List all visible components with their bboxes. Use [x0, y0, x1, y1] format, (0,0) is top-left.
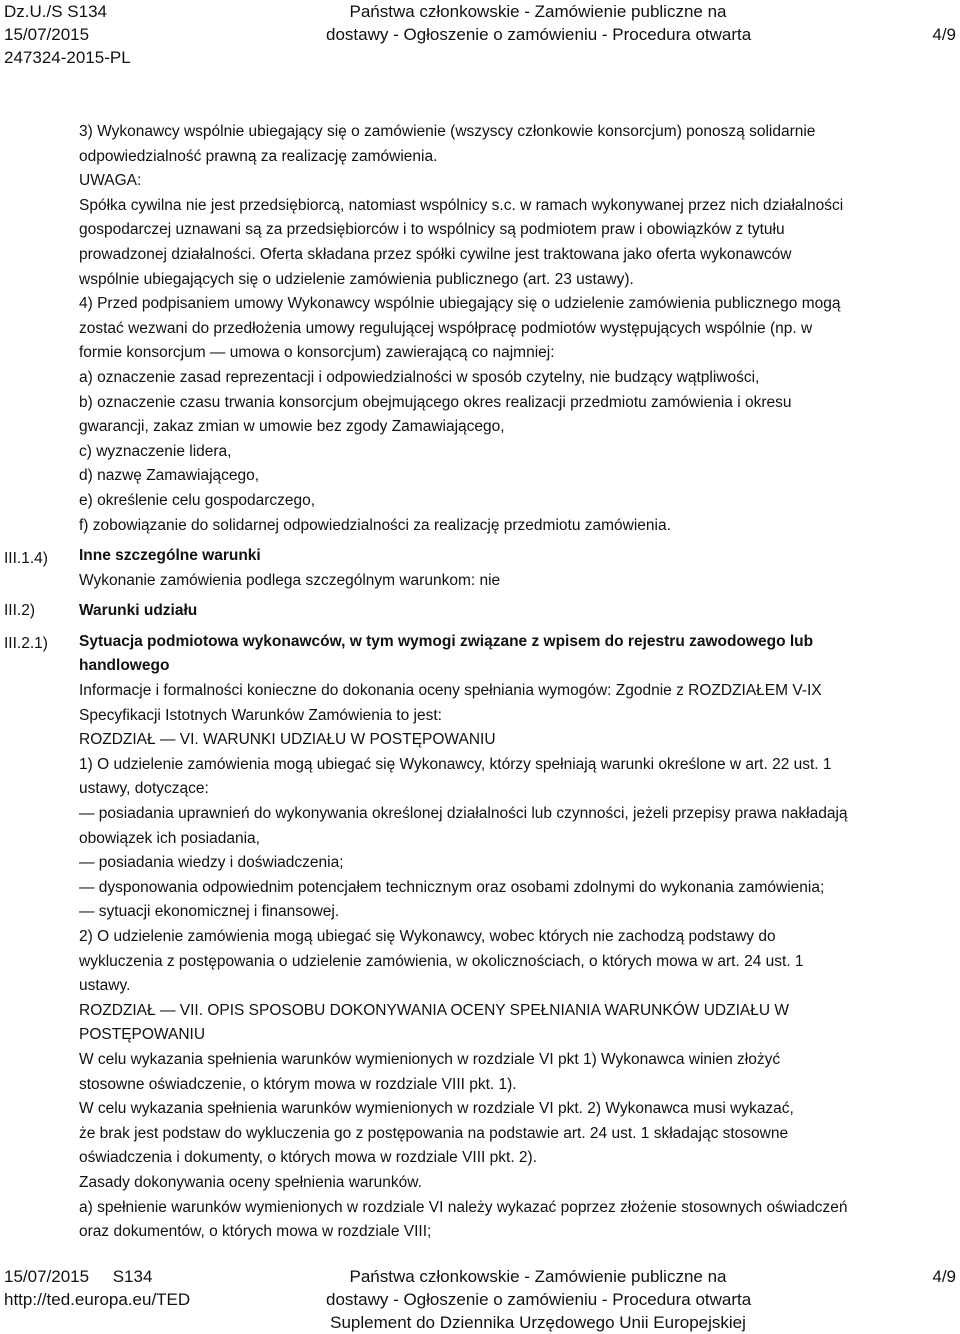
section-title-line: handlowego	[79, 657, 170, 675]
text-line: że brak jest podstaw do wykluczenia go z postępowania na podstawie art. 24 ust. 1 składając stosowne	[79, 1124, 789, 1142]
text-line: wspólnie ubiegających się o udzielenie zamówienia publicznego (art. 23 ustawy).	[79, 270, 634, 288]
text-line: ustawy, dotyczące:	[79, 780, 209, 798]
section-III-1-4	[79, 544, 959, 593]
section-text: Wykonanie zamówienia podlega szczególnym warunkom: nie	[79, 571, 501, 589]
consortium-conditions-block	[79, 120, 959, 538]
text-line: wykluczenia z postępowania o udzielenie zamówienia, w okolicznościach, o których mowa w art. 24 ust. 1	[79, 952, 804, 970]
text-line: 2) O udzielenie zamówienia mogą ubiegać się Wykonawcy, wobec których nie zachodzą podstawy do	[79, 928, 776, 945]
text-line: oświadczenia i dokumenty, o których mowa w rozdziale VIII pkt. 2).	[79, 1149, 538, 1167]
text-line: 1) O udzielenie zamówienia mogą ubiegać się Wykonawcy, którzy spełniają warunki określone w art. 22 ust. 1	[79, 755, 832, 773]
text-line: Zasady dokonywania oceny spełnienia warunków.	[79, 1173, 422, 1191]
text-line: a) spełnienie warunków wymienionych w rozdziale VI należy wykazać poprzez złożenie stosownych oświadczeń	[79, 1198, 848, 1216]
text-line: 4) Przed podpisaniem umowy Wykonawcy wspólnie ubiegający się o udzielenie zamówienia publicznego mogą	[79, 295, 841, 313]
text-line: a) oznaczenie zasad reprezentacji i odpowiedzialności w sposób czytelny, nie budzący wątpliwości,	[79, 368, 760, 386]
section-number-III-2: III.2)	[4, 602, 36, 619]
text-line: b) oznaczenie czasu trwania konsorcjum obejmującego okres realizacji przedmiotu zamówienia i okresu	[79, 393, 792, 411]
footer-title-line-1: Państwa członkowskie - Zamówienie publiczne na	[349, 1267, 727, 1286]
footer-title-line-2: dostawy - Ogłoszenie o zamówieniu - Procedura otwarta	[326, 1290, 752, 1309]
text-line: c) wyznaczenie lidera,	[79, 442, 232, 460]
footer-page-number: 4/9	[932, 1267, 956, 1286]
text-line: stosowne oświadczenie, o którym mowa w rozdziale VIII pkt. 1).	[79, 1075, 517, 1093]
section-title: Warunki udziału	[79, 602, 198, 620]
text-line: 3) Wykonawcy wspólnie ubiegający się o zamówienie (wszyscy członkowie konsorcjum) ponoszą solidarnie	[79, 123, 816, 140]
header-left	[4, 0, 131, 69]
journal-ref: Dz.U./S S134	[4, 2, 107, 21]
text-line: ROZDZIAŁ — VI. WARUNKI UDZIAŁU W POSTĘPOWANIU	[79, 731, 496, 749]
footer-left	[4, 1265, 190, 1311]
section-III-2	[79, 599, 959, 624]
text-line: d) nazwę Zamawiającego,	[79, 467, 260, 485]
header-page-number: 4/9	[932, 25, 956, 44]
text-line: obowiązek ich posiadania,	[79, 829, 260, 847]
footer-center	[326, 1265, 750, 1334]
section-number-III-2-1: III.2.1)	[4, 635, 48, 652]
header-title-line-1: Państwa członkowskie - Zamówienie publiczne na	[349, 2, 727, 21]
text-line: Specyfikacji Istotnych Warunków Zamówienia to jest:	[79, 706, 442, 724]
text-line: UWAGA:	[79, 172, 142, 190]
text-line: W celu wykazania spełnienia warunków wymienionych w rozdziale VI pkt 1) Wykonawca winien złożyć	[79, 1050, 781, 1068]
text-line: W celu wykazania spełnienia warunków wymienionych w rozdziale VI pkt. 2) Wykonawca musi wykazać,	[79, 1100, 794, 1118]
text-line: formie konsorcjum — umowa o konsorcjum) zawierającą co najmniej:	[79, 344, 555, 362]
text-line: gwarancji, zakaz zmian w umowie bez zgody Zamawiającego,	[79, 418, 505, 436]
text-line: Spółka cywilna nie jest przedsiębiorcą, natomiast wspólnicy s.c. w ramach wykonywanej przez nich działalności	[79, 196, 844, 214]
text-line: Informacje i formalności konieczne do dokonania oceny spełniania wymogów: Zgodnie z ROZDZIAŁEM V-IX	[79, 682, 822, 700]
text-line: gospodarczej uznawani są za przedsiębiorców i to wspólnicy są podmiotem praw i obowiązków z tytułu	[79, 221, 785, 239]
section-number-III-1-4: III.1.4)	[4, 550, 48, 567]
header-date: 15/07/2015	[4, 25, 90, 44]
header-center	[326, 0, 750, 46]
text-line: POSTĘPOWANIU	[79, 1026, 206, 1044]
footer-supplement: Suplement do Dziennika Urzędowego Unii Europejskiej	[330, 1313, 746, 1332]
text-line: f) zobowiązanie do solidarnej odpowiedzialności za realizację przedmiotu zamówienia.	[79, 516, 671, 534]
text-line: odpowiedzialność prawną za realizację zamówienia.	[79, 147, 438, 165]
section-III-2-1	[79, 630, 959, 1245]
text-line: zostać wezwani do przedłożenia umowy regulującej współpracę podmiotów występujących wspólnie (np. w	[79, 319, 813, 337]
document-body	[79, 120, 959, 1245]
footer-url: http://ted.europa.eu/TED	[4, 1290, 191, 1309]
text-line: prowadzonej działalności. Oferta składana przez spółki cywilne jest traktowana jako oferta wykonawców	[79, 245, 792, 263]
text-line: e) określenie celu gospodarczego,	[79, 491, 316, 509]
text-line: ROZDZIAŁ — VII. OPIS SPOSOBU DOKONYWANIA OCENY SPEŁNIANIA WARUNKÓW UDZIAŁU W	[79, 1001, 789, 1019]
header-title-line-2: dostawy - Ogłoszenie o zamówieniu - Procedura otwarta	[326, 25, 752, 44]
section-title: Inne szczególne warunki	[79, 547, 261, 565]
text-line: — dysponowania odpowiednim potencjałem technicznym oraz osobami zdolnymi do wykonania zamówienia;	[79, 878, 825, 896]
text-line: — posiadania wiedzy i doświadczenia;	[79, 854, 344, 872]
section-title-line: Sytuacja podmiotowa wykonawców, w tym wymogi związane z wpisem do rejestru zawodowego lub	[79, 632, 814, 650]
text-line: oraz dokumentów, o których mowa w rozdziale VIII;	[79, 1223, 432, 1241]
footer-date-issue: 15/07/2015 S134	[4, 1267, 153, 1286]
text-line: ustawy.	[79, 977, 131, 995]
text-line: — sytuacji ekonomicznej i finansowej.	[79, 903, 340, 921]
text-line: — posiadania uprawnień do wykonywania określonej działalności lub czynności, jeżeli przepisy prawa nakładają	[79, 805, 848, 823]
notice-number: 247324-2015-PL	[4, 48, 131, 67]
